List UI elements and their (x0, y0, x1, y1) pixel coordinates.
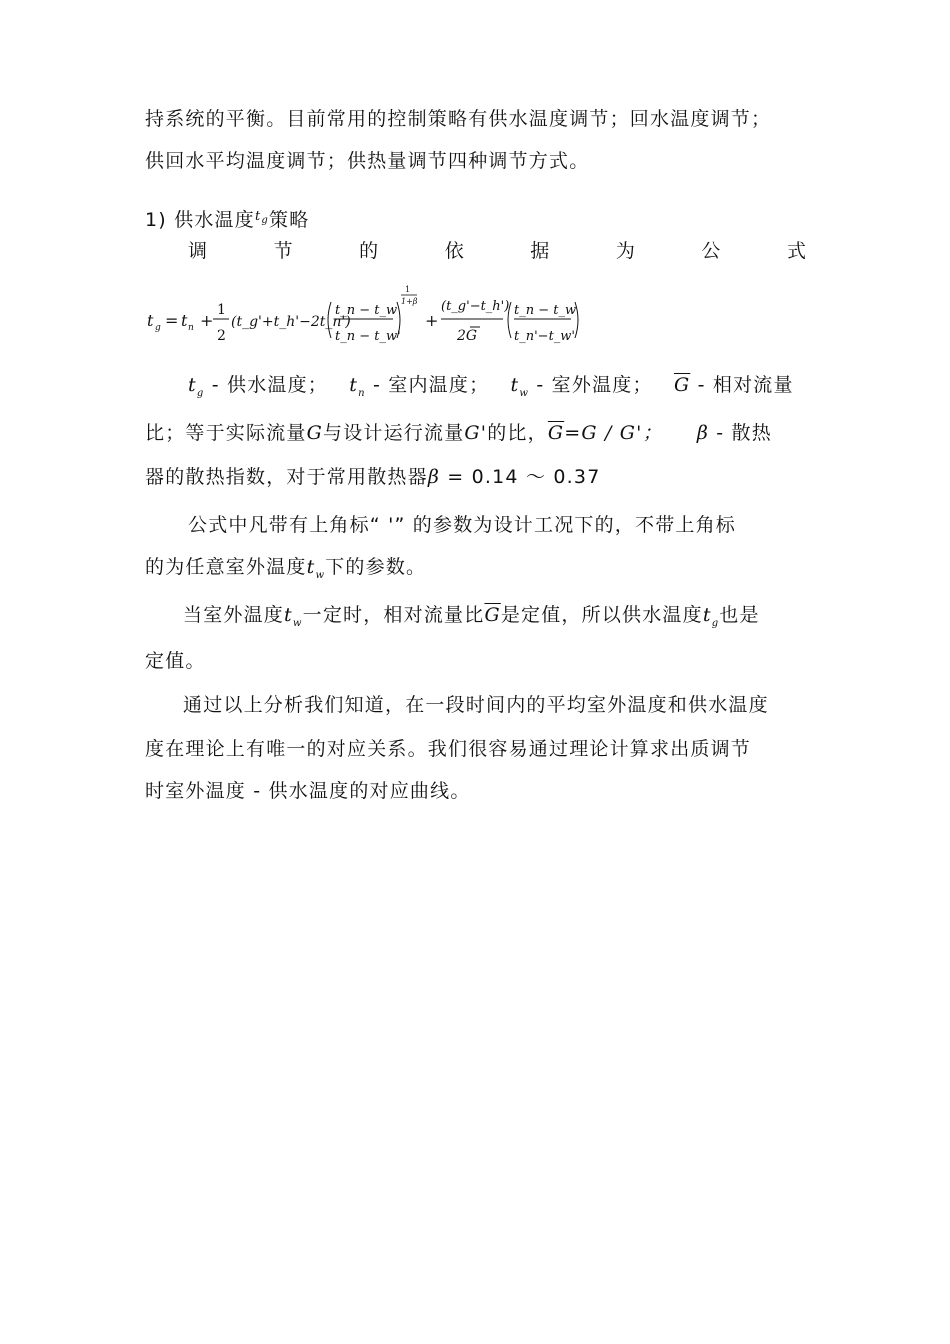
paragraph-line: 持系统的平衡。目前常用的控制策略有供水温度调节；回水温度调节； (145, 108, 772, 130)
heading-suffix: 策略 (269, 209, 310, 231)
text: 的为任意室外温度 (145, 556, 307, 578)
section-heading (145, 205, 309, 232)
basis-char: 的 (359, 240, 379, 262)
var-sub: n (358, 388, 366, 399)
frac1-num: t_n − t_w (335, 303, 398, 318)
def-text: - 散热 (709, 422, 772, 444)
basis-line (188, 236, 806, 263)
formula-lhs-sub: g (155, 323, 161, 333)
def-text: 器的散热指数，对于常用散热器 (145, 466, 428, 488)
var-t: t (510, 374, 520, 396)
frac2-num: (t_g'−t_h') (441, 299, 510, 314)
basis-char: 式 (786, 240, 806, 262)
var-t: t (284, 604, 293, 626)
paragraph-line: 度在理论上有唯一的对应关系。我们很容易通过理论计算求出质调节 (145, 738, 752, 760)
heading-var: t (254, 209, 262, 224)
paragraph-line: 时室外温度 - 供水温度的对应曲线。 (145, 780, 471, 802)
paragraph-line: 通过以上分析我们知道，在一段时间内的平均室外温度和供水温度 (183, 694, 769, 716)
def-text: 比；等于实际流量 (145, 422, 307, 444)
frac3-den: t_n'−t_w' (514, 329, 575, 344)
definition-line (188, 370, 794, 399)
var-t: t (349, 374, 359, 396)
var-G: $\overline{G}$ (547, 422, 565, 444)
text: 是定值，所以供水温度 (500, 604, 703, 626)
frac1-den: t_n − t_w' (335, 329, 401, 344)
var-t: t (702, 604, 712, 626)
basis-char: 据 (530, 240, 550, 262)
var-G: $\overline{G}$ (673, 374, 691, 396)
text: 当室外温度 (183, 604, 285, 626)
var-beta: β (427, 466, 440, 488)
ratio-eq: =G / G'； (564, 422, 663, 444)
basis-char: 依 (444, 240, 464, 262)
var-sub: w (315, 570, 326, 581)
var-G: $\overline{G}$ (484, 604, 501, 626)
paragraph-line: 公式中凡带有上角标“ '” 的参数为设计工况下的，不带上角标 (188, 514, 736, 536)
definition-line (145, 418, 772, 445)
frac2-den: 2G (457, 328, 478, 344)
var-sub: g (196, 388, 205, 399)
def-text: - 室外温度； (529, 374, 653, 396)
var-sub: g (711, 618, 720, 629)
def-text: - 相对流量 (690, 374, 794, 396)
var-sub: w (519, 388, 530, 399)
formula-eq: = (165, 311, 179, 330)
text: 下的参数。 (325, 556, 427, 578)
beta-range: = 0.14 ～ 0.37 (440, 466, 601, 488)
def-text: - 供水温度； (204, 374, 328, 396)
paragraph-line: 供回水平均温度调节；供热量调节四种调节方式。 (145, 150, 590, 172)
var-G: G (306, 422, 323, 444)
heading-text: 1) 供水温度 (145, 209, 255, 231)
heading-sub: g (261, 215, 269, 226)
var-t: t (306, 556, 316, 578)
definition-line (145, 462, 601, 489)
formula-half-num: 1 (217, 302, 226, 318)
paragraph-line (183, 600, 760, 629)
paragraph-line: 定值。 (145, 650, 206, 672)
basis-char: 为 (615, 240, 635, 262)
def-text: 与设计运行流量 (323, 422, 465, 444)
paragraph-line (145, 552, 426, 581)
formula-plus: + (425, 311, 439, 330)
def-text: - 室内温度； (365, 374, 490, 396)
basis-char: 节 (273, 240, 293, 262)
var-sub: w (292, 618, 303, 629)
formula-plus: + (200, 311, 214, 330)
formula-bracket: (t_g'+t_h'−2t_n') (231, 314, 351, 330)
basis-char: 调 (188, 240, 208, 262)
text: 一定时，相对流量比 (302, 604, 485, 626)
def-text: 的比， (487, 422, 548, 444)
formula-tn: t (181, 311, 188, 330)
exp-num: 1 (405, 285, 411, 294)
text: 也是 (719, 604, 760, 626)
formula-lhs: t (147, 311, 154, 330)
exp-den: 1+β (401, 297, 418, 306)
supply-temperature-formula (145, 282, 585, 354)
basis-char: 公 (701, 240, 721, 262)
formula-half-den: 2 (217, 328, 226, 344)
frac3-num: t_n − t_w (514, 303, 577, 318)
var-beta: β (696, 422, 709, 444)
var-t: t (188, 374, 197, 396)
var-Gp: G' (464, 422, 488, 444)
formula-tn-sub: n (188, 323, 194, 333)
